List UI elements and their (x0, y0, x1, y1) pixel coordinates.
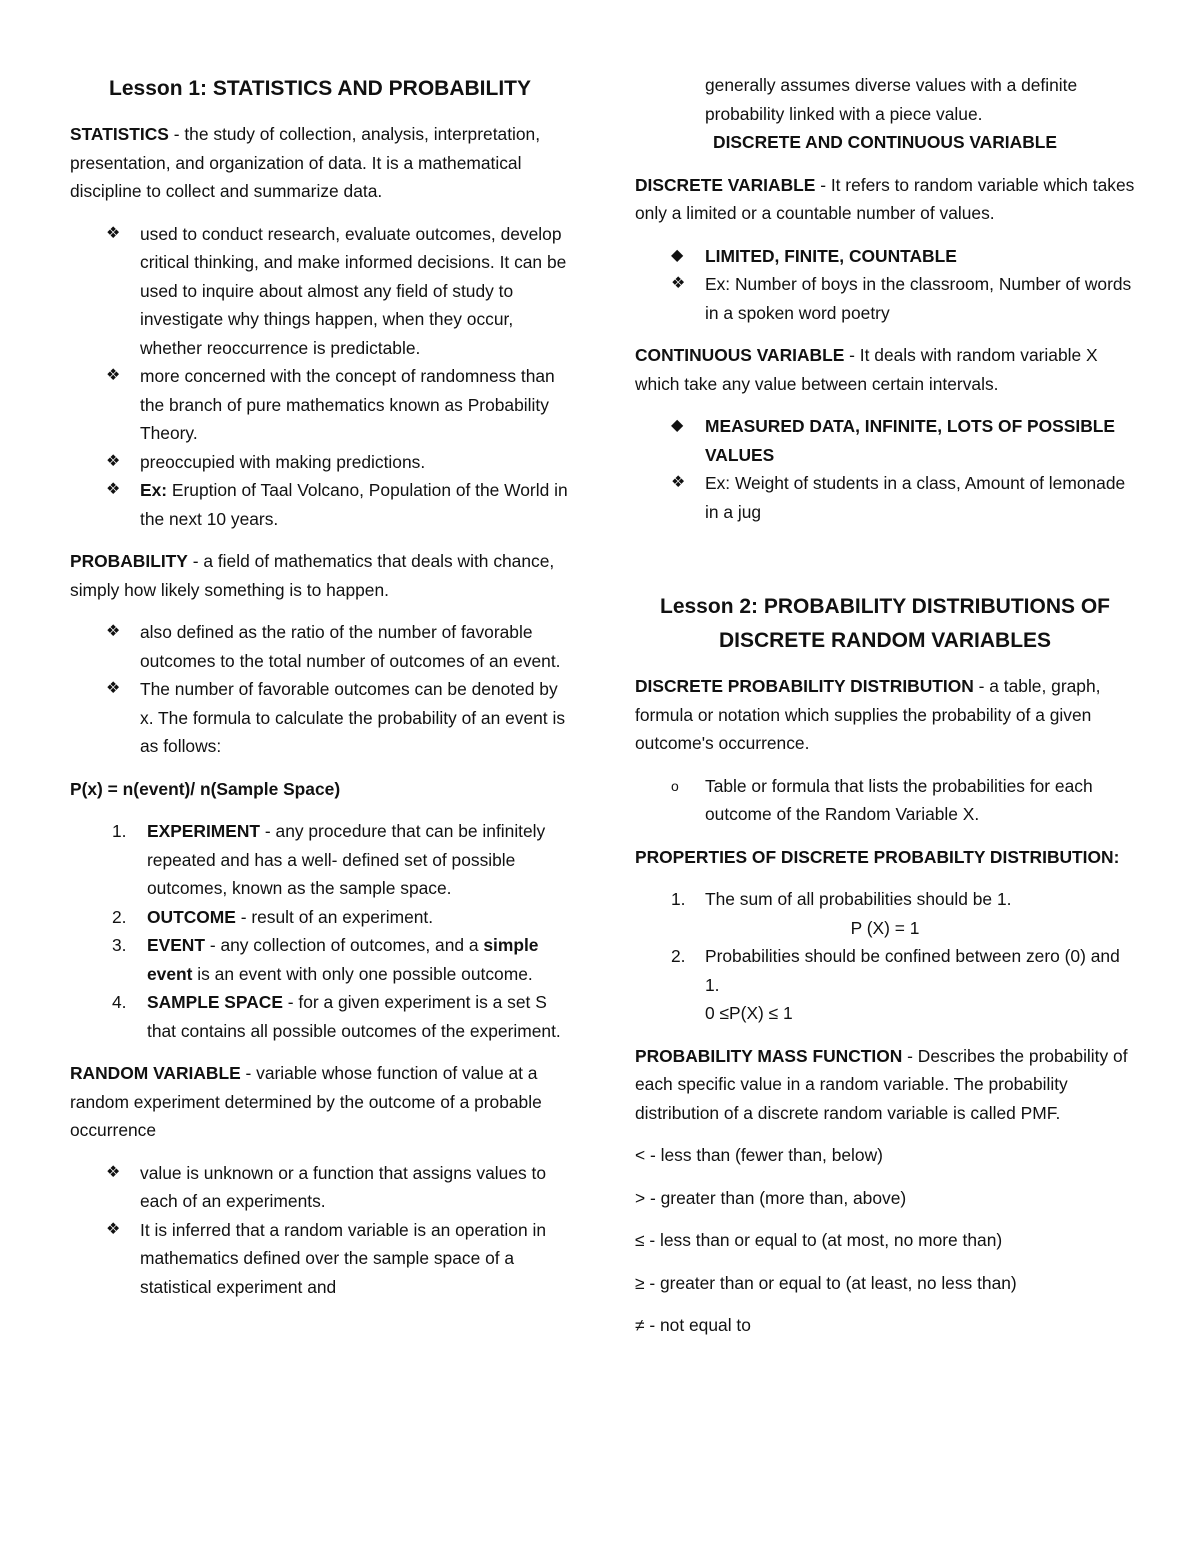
discrete-variable-def-text: - It refers to random variable which takes only a limited or a countable number of values. (635, 174, 1135, 223)
left-column (70, 0, 570, 1301)
dpd-definition (635, 672, 1135, 758)
list-item (70, 988, 570, 1045)
bullet-text: The number of favorable outcomes can be denoted by x. The formula to calculate the probability of an event is as follows: (140, 679, 566, 756)
continuous-example-text: Ex: Weight of students in a class, Amount of lemonade in a jug (705, 473, 1126, 522)
symbol-line: < - less than (fewer than, below) (635, 1145, 883, 1165)
list-item (635, 772, 1135, 829)
list-item (635, 270, 1135, 327)
discrete-bullets (635, 242, 1135, 328)
list-item (70, 220, 570, 363)
random-variable-term: RANDOM VARIABLE (70, 1063, 241, 1083)
event-term: EVENT (147, 935, 205, 955)
list-item (635, 242, 1135, 271)
continuous-variable-definition (635, 341, 1135, 398)
outcome-term: OUTCOME (147, 906, 236, 927)
lesson2-title-line2: DISCRETE RANDOM VARIABLES (718, 629, 1052, 652)
circle-bullet-icon: o (671, 777, 679, 794)
pmf-def-text: - Describes the probability of each specific value in a random variable. The probability distribution of a discrete random variable is called PMF. (635, 1045, 1128, 1123)
dpd-sub-list (635, 772, 1135, 829)
list-item (70, 618, 570, 675)
list-number: 3. (112, 935, 127, 955)
bullet-text: more concerned with the concept of randomness than the branch of pure mathematics known as Probability Theory. (140, 366, 555, 443)
pmf-term: PROBABILITY MASS FUNCTION (635, 1045, 903, 1066)
list-item (635, 885, 1135, 942)
example-label: Ex: (140, 480, 168, 500)
diamond-bullet-icon: ❖ (106, 623, 121, 640)
properties-list (635, 885, 1135, 1028)
sample-space-term: SAMPLE SPACE (147, 992, 283, 1012)
statistics-definition (70, 120, 570, 206)
dpd-term: DISCRETE PROBABILITY DISTRIBUTION (635, 676, 974, 696)
bullet-text: value is unknown or a function that assigns values to each of an experiments. (140, 1162, 547, 1211)
event-text: - any collection of outcomes, and a (204, 935, 484, 955)
statistics-term: STATISTICS (70, 124, 169, 144)
statistics-def-text: - the study of collection, analysis, interpretation, presentation, and organization of data. It is a mathematical discipline to collect and summarize data. (70, 124, 541, 201)
symbol-line: ≥ - greater than or equal to (at least, no less than) (635, 1272, 1017, 1293)
diamond-bullet-icon: ❖ (671, 275, 686, 292)
continuous-variable-term: CONTINUOUS VARIABLE (635, 345, 845, 365)
solid-diamond-bullet-icon: ◆ (671, 417, 684, 434)
experiment-text: - any procedure that can be infinitely repeated and has a well- defined set of possible outcomes, known as the sample space. (147, 821, 546, 898)
probability-formula: P(x) = n(event)/ n(Sample Space) (70, 778, 341, 799)
list-item (70, 476, 570, 533)
symbol-line: ≠ - not equal to (635, 1315, 751, 1335)
lesson2-title-line1: Lesson 2: PROBABILITY DISTRIBUTIONS OF (660, 595, 1110, 618)
statistics-bullets (70, 220, 570, 534)
continuous-bullets (635, 412, 1135, 526)
simple-event-text: is an event with only one possible outcome. (192, 963, 533, 984)
continuous-variable-def-text: - It deals with random variable X which take any value between certain intervals. (635, 345, 1098, 394)
random-variable-definition (70, 1059, 570, 1145)
diamond-bullet-icon: ❖ (106, 367, 121, 384)
outcome-text: - result of an experiment. (235, 906, 434, 927)
property-text: The sum of all probabilities should be 1. (705, 889, 1012, 909)
property-text: Probabilities should be confined between zero (0) and 1. (705, 946, 1120, 995)
right-column (635, 0, 1135, 1340)
discrete-variable-term: DISCRETE VARIABLE (635, 174, 816, 195)
sample-space-text: - for a given experiment is a set S that contains all possible outcomes of the experiment. (147, 992, 561, 1041)
diamond-bullet-icon: ❖ (106, 224, 121, 242)
list-item (70, 362, 570, 448)
probability-def-text: - a field of mathematics that deals with chance, simply how likely something is to happen. (70, 551, 555, 600)
list-item (70, 1216, 570, 1302)
discrete-example-text: Ex: Number of boys in the classroom, Number of words in a spoken word poetry (705, 274, 1132, 323)
list-number: 1. (671, 889, 686, 909)
simple-event-term: simple event (147, 935, 539, 984)
dpd-def-text: - a table, graph, formula or notation which supplies the probability of a given outcome's occurrence. (635, 676, 1101, 753)
list-number: 1. (112, 821, 127, 841)
list-number: 2. (671, 946, 686, 966)
diamond-bullet-icon: ❖ (106, 1220, 121, 1238)
list-item (635, 942, 1135, 1028)
pmf-definition (635, 1042, 1135, 1128)
bullet-text: preoccupied with making predictions. (140, 451, 426, 472)
example-text: Eruption of Taal Volcano, Population of the World in the next 10 years. (140, 480, 568, 529)
probability-term: PROBABILITY (70, 551, 188, 571)
list-item (70, 1159, 570, 1216)
diamond-bullet-icon: ❖ (106, 1163, 121, 1181)
list-item (635, 469, 1135, 526)
bullet-text: used to conduct research, evaluate outcomes, develop critical thinking, and make informed decisions. It can be used to inquire about almost any field of study to investigate why things happen, when they occur, whether reoccurrence is predictable. (140, 223, 567, 358)
property-formula: P (X) = 1 (850, 917, 920, 938)
diamond-bullet-icon: ❖ (106, 481, 121, 498)
experiment-term: EXPERIMENT (147, 821, 261, 841)
solid-diamond-bullet-icon: ◆ (671, 246, 684, 264)
property-formula: 0 ≤P(X) ≤ 1 (705, 1003, 793, 1023)
discrete-key-text: LIMITED, FINITE, COUNTABLE (705, 245, 957, 266)
terms-numbered-list (70, 817, 570, 1045)
lesson1-title: Lesson 1: STATISTICS AND PROBABILITY (109, 77, 531, 100)
lesson2-title (635, 590, 1135, 658)
list-item (635, 412, 1135, 469)
random-variable-bullets (70, 1159, 570, 1302)
continuation-text: generally assumes diverse values with a definite probability linked with a piece value. (705, 75, 1078, 124)
probability-bullets (70, 618, 570, 761)
random-variable-def-text: - variable whose function of value at a random experiment determined by the outcome of a probable occurrence (70, 1063, 542, 1140)
diamond-bullet-icon: ❖ (106, 680, 121, 697)
discrete-variable-definition (635, 171, 1135, 228)
list-number: 4. (112, 992, 127, 1012)
diamond-bullet-icon: ❖ (671, 474, 686, 491)
list-item (70, 817, 570, 903)
symbol-line: > - greater than (more than, above) (635, 1187, 907, 1208)
discrete-continuous-heading: DISCRETE AND CONTINUOUS VARIABLE (713, 132, 1057, 152)
bullet-text: also defined as the ratio of the number of favorable outcomes to the total number of outcomes of an event. (140, 622, 561, 671)
probability-definition (70, 547, 570, 604)
list-number: 2. (112, 906, 127, 927)
diamond-bullet-icon: ❖ (106, 452, 121, 470)
bullet-text: It is inferred that a random variable is an operation in mathematics defined over the sample space of a statistical experiment and (140, 1219, 547, 1297)
list-item (70, 931, 570, 988)
dpd-sub-text: Table or formula that lists the probabilities for each outcome of the Random Variable X. (705, 775, 1093, 824)
list-item (70, 903, 570, 932)
properties-heading: PROPERTIES OF DISCRETE PROBABILTY DISTRIBUTION: (635, 846, 1120, 867)
symbol-line: ≤ - less than or equal to (at most, no more than) (635, 1230, 1003, 1250)
list-item (70, 448, 570, 477)
continuous-key-text: MEASURED DATA, INFINITE, LOTS OF POSSIBLE VALUES (705, 416, 1115, 465)
list-item (70, 675, 570, 761)
